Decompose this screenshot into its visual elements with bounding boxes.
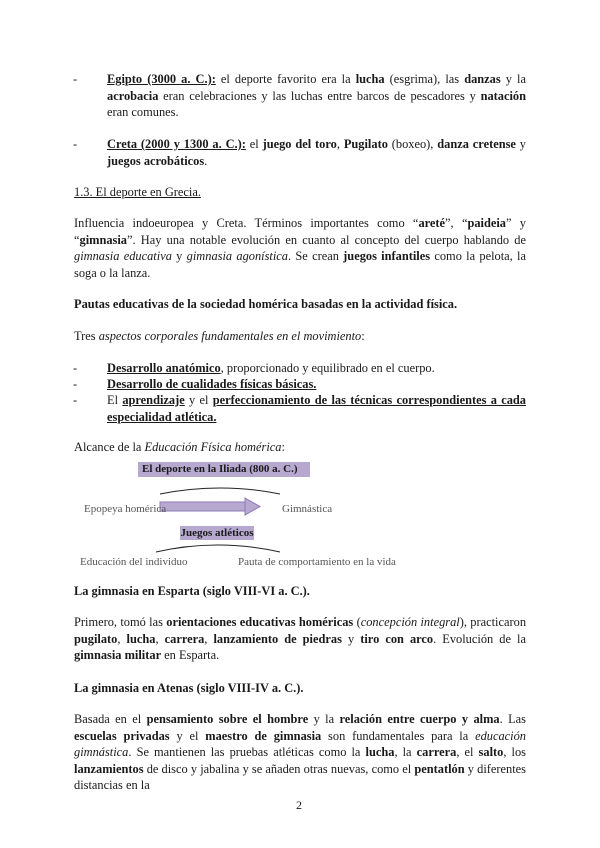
tres-aspectos (74, 328, 526, 345)
bold-underlined-term: Desarrollo de cualidades físicas básicas. (107, 377, 317, 391)
italic-term: Educación Física homérica (144, 440, 282, 454)
bullet-aspecto-2 (73, 376, 526, 393)
bold-term: juego del toro (262, 137, 337, 151)
bold-term: areté (418, 216, 446, 230)
text-run: el deporte favorito era la (215, 72, 356, 86)
bold-term: lanzamiento de piedras (213, 631, 342, 646)
bold-term: carrera (164, 631, 205, 646)
text-run: , la (394, 745, 417, 759)
italic-term: aspectos corporales fundamentales en el movimiento (98, 329, 362, 343)
section-heading (74, 184, 526, 201)
text-run: (boxeo), (387, 137, 438, 151)
arrow-body (160, 502, 245, 511)
text-run: y el (169, 728, 206, 743)
top-brace (160, 488, 280, 494)
text-run: eran celebraciones y las luchas entre barcos de pescadores y (158, 88, 481, 103)
section-heading-text: 1.3. El deporte en Grecia. (74, 185, 201, 199)
text-run: (esgrima), las (384, 72, 465, 86)
bullet-dash: - (73, 393, 78, 407)
text-run: , (336, 137, 344, 151)
text-run: en Esparta. (161, 648, 220, 662)
bold-term: maestro de gimnasia (205, 728, 322, 743)
italic-term: concepción integral (360, 615, 460, 629)
text-run: . Las (499, 712, 526, 726)
egipto-label: Egipto (3000 a. C.): (107, 72, 216, 86)
paragraph-atenas (74, 711, 526, 794)
bullet-creta-text (90, 136, 526, 169)
text-run: el (245, 137, 263, 151)
bullet-egipto-text (90, 71, 526, 121)
bold-term: lucha (365, 745, 395, 759)
bold-underlined-term: perfeccionamiento de las técnicas correspondientes a cada especialidad atlética. (107, 393, 527, 424)
atenas-heading-text: La gimnasia en Atenas (siglo VIII-IV a. C.). (74, 681, 304, 695)
diagram-middle-box: Juegos atléticos (180, 527, 254, 539)
bold-term: tiro con arco (360, 631, 434, 646)
bottom-brace (156, 545, 280, 552)
diagram-title-box: El deporte en la Iliada (800 a. C.) (138, 462, 310, 477)
text-run: Tres (74, 329, 99, 343)
paragraph-esparta (74, 614, 526, 664)
text-run: ”, “ (445, 216, 468, 230)
bullet-creta (73, 136, 527, 169)
bold-term: pugilato (74, 631, 118, 646)
bullet-dash: - (73, 377, 78, 391)
text-run: , proporcionado y equilibrado en el cuerpo. (220, 361, 435, 375)
bold-term: acrobacia (107, 88, 159, 103)
bold-term: juegos acrobáticos (107, 153, 205, 168)
creta-label: Creta (2000 y 1300 a. C.): (107, 137, 246, 151)
text-run: , los (503, 745, 526, 759)
alcance-line (74, 439, 526, 456)
bold-underlined-term: aprendizaje (122, 393, 185, 407)
bullet-aspecto-3-text (90, 392, 526, 425)
text-run: de disco y jabalina y se añaden otras nuevas, como el (143, 761, 415, 776)
text-run: : (281, 440, 285, 454)
text-run: Alcance de la (74, 440, 145, 454)
paragraph-influencia (74, 215, 526, 281)
bold-term: salto (478, 745, 504, 759)
diagram-bottom-left-label: Educación del individuo (80, 556, 188, 568)
bullet-dash: - (73, 72, 78, 86)
bullet-aspecto-1-text (90, 360, 526, 377)
text-run: Basada en el (74, 712, 147, 726)
bold-term: danza cretense (437, 137, 516, 151)
bold-term: escuelas privadas (74, 728, 170, 743)
italic-term: gimnasia agonística (186, 249, 289, 263)
text-run: . Evolución de la (433, 631, 526, 646)
diagram-left-label: Epopeya homérica (84, 503, 167, 515)
text-run: y (515, 137, 527, 151)
text-run: ”. Hay una notable evolución en cuanto al concepto del cuerpo hablando de (127, 232, 526, 247)
diagram-right-label: Gimnástica (282, 503, 333, 515)
text-run: y (341, 631, 361, 646)
text-run: y el (184, 393, 213, 407)
text-run: y la (500, 72, 526, 86)
bold-term: gimnasia (79, 232, 128, 247)
text-run: : (361, 329, 365, 343)
diagram-bottom-right-label: Pauta de comportamiento en la vida (238, 556, 396, 568)
bold-underlined-term: Desarrollo anatómico (107, 361, 221, 375)
bullet-aspecto-2-text (90, 376, 526, 393)
iliada-diagram (60, 458, 396, 568)
text-run: , (204, 631, 214, 646)
bullet-aspecto-3 (73, 392, 527, 425)
bold-term: carrera (416, 745, 457, 759)
text-run: . Se crean (288, 249, 344, 263)
esparta-heading-text: La gimnasia en Esparta (siglo VIII-VI a. C.). (74, 584, 310, 598)
text-run: y la (308, 712, 340, 726)
bold-term: relación entre cuerpo y alma (339, 712, 500, 726)
text-run: . Se mantienen las pruebas atléticas como la (128, 745, 366, 759)
text-run: . (204, 153, 208, 168)
bold-term: pensamiento sobre el hombre (146, 712, 309, 726)
bold-term: danzas (464, 72, 501, 86)
text-run: y diferentes distancias en la (74, 761, 526, 792)
bold-term: juegos infantiles (343, 249, 431, 263)
text-run: ), practicaron (459, 615, 527, 629)
bullet-dash: - (73, 361, 78, 375)
text-run: Primero, tomó las (74, 615, 167, 629)
text-run: como la pelota, la soga o la lanza. (74, 249, 526, 280)
page-number: 2 (296, 798, 302, 812)
text-run: , (117, 631, 127, 646)
text-run: ( (353, 615, 361, 629)
text-run: ” y “ (74, 216, 526, 247)
arrow-head (245, 498, 260, 515)
italic-term: educación gimnástica (74, 728, 526, 759)
text-run: y (171, 249, 187, 263)
text-run: El (107, 393, 123, 407)
bold-term: lucha (126, 631, 156, 646)
bold-term: paideia (467, 216, 506, 230)
text-run: , (155, 631, 165, 646)
bold-term: lucha (355, 72, 385, 86)
pautas-heading-text: Pautas educativas de la sociedad homérica basadas en la actividad física. (74, 297, 458, 311)
bullet-egipto (73, 71, 526, 121)
pautas-heading (74, 296, 526, 313)
bold-term: gimnasia militar (74, 648, 162, 662)
bold-term: Pugilato (343, 137, 388, 151)
text-run: son fundamentales para la (321, 728, 476, 743)
atenas-heading (74, 680, 526, 697)
text-run: Influencia indoeuropea y Creta. Términos importantes como “ (74, 216, 419, 230)
text-run: , el (456, 745, 479, 759)
bold-term: lanzamientos (74, 761, 144, 776)
bullet-aspecto-1 (73, 360, 526, 377)
bullet-dash: - (73, 137, 78, 151)
bold-term: pentatlón (414, 761, 465, 776)
esparta-heading (74, 583, 526, 600)
bold-term: orientaciones educativas homéricas (166, 615, 354, 629)
text-run: eran comunes. (107, 105, 179, 119)
bold-term: natación (480, 88, 526, 103)
italic-term: gimnasia educativa (74, 249, 172, 263)
